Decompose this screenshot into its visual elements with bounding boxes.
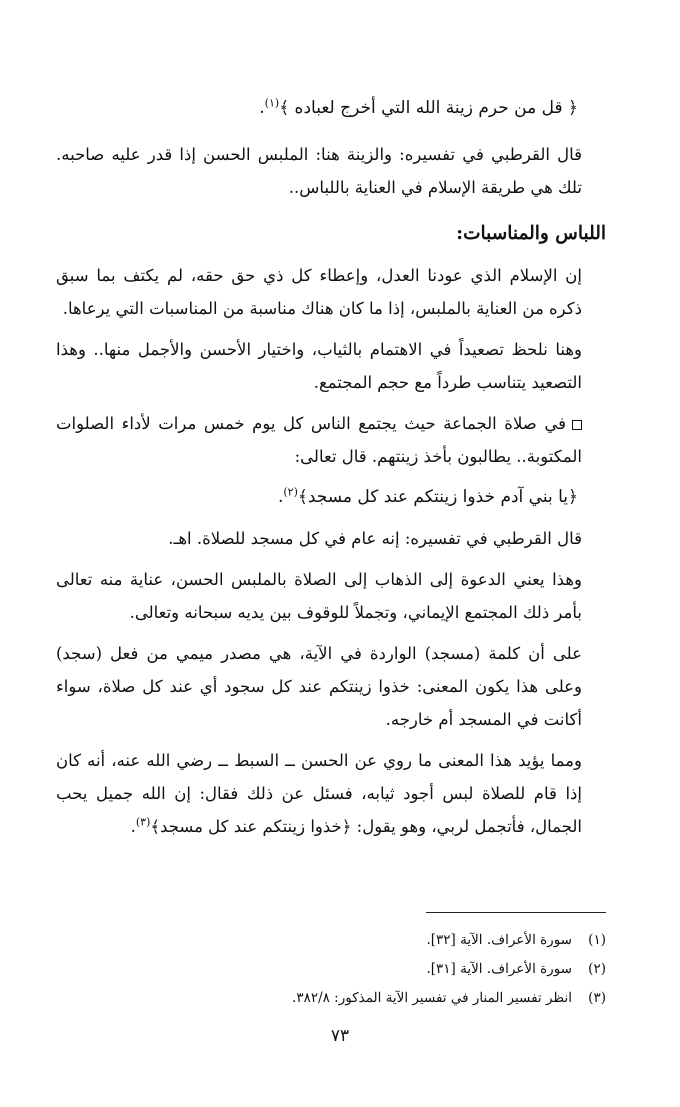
verse-1-end: . — [259, 98, 265, 118]
footnote-text: سورة الأعراف. الآية [٣٢]. — [426, 932, 572, 948]
footnote-item — [56, 926, 606, 955]
bullet-square-icon — [572, 420, 582, 430]
main-text — [56, 92, 606, 843]
paragraph-qurtubi-1: قال القرطبي في تفسيره: والزينة هنا: الملبس الحسن إذا قدر عليه صاحبه. تلك هي طريقة الإسلام في العناية باللباس.. — [56, 145, 582, 197]
footnote-item — [56, 955, 606, 984]
footnote-text: انظر تفسير المنار في تفسير الآية المذكور: ٣٨٢/٨. — [292, 990, 572, 1006]
verse-1-text: ﴿ قل من حرم زينة الله التي أخرج لعباده ﴾ — [279, 98, 578, 118]
paragraph-hasan — [56, 744, 606, 843]
paragraph-hasan-end: . — [130, 817, 136, 836]
verse-2-text: ﴿يا بني آدم خذوا زينتكم عند كل مسجد﴾ — [297, 487, 578, 507]
footnote-ref-3: (٣) — [135, 815, 151, 829]
footnotes — [56, 926, 606, 1013]
footnote-number: (٢) — [588, 961, 606, 977]
paragraph-masjid-word: على أن كلمة (مسجد) الواردة في الآية، هي مصدر ميمي من فعل (سجد) وعلى هذا يكون المعنى: خذوا زينتكم عند كل سجود أي عند كل صلاة، سواء أكانت في المسجد أم خارجه. — [56, 644, 582, 729]
footnote-number: (١) — [588, 932, 606, 948]
paragraph-hasan-text: ومما يؤيد هذا المعنى ما روي عن الحسن ــ السبط ــ رضي الله عنه، أنه كان إذا قام للصلاة لبس أجود ثيابه، فسئل عن ذلك فقال: إن الله جميل يحب الجمال، فأتجمل لربي، وهو يقول: ﴿خذوا زينتكم عند كل مسجد﴾ — [56, 751, 582, 836]
quran-verse-1 — [56, 92, 606, 125]
quran-verse-2 — [56, 481, 606, 514]
footnote-divider — [426, 912, 606, 913]
paragraph-justice: إن الإسلام الذي عودنا العدل، وإعطاء كل ذي حق حقه، لم يكتف بما سبق ذكره من العناية بالملبس، إذا ما كان هناك مناسبة من المناسبات التي يرعاها. — [56, 266, 582, 318]
footnote-item — [56, 984, 606, 1013]
page-number: ٧٣ — [330, 1026, 350, 1046]
section-heading: اللباس والمناسبات: — [456, 223, 606, 244]
footnote-ref-2: (٢) — [283, 485, 298, 499]
paragraph-qurtubi-2: قال القرطبي في تفسيره: إنه عام في كل مسجد للصلاة. اهـ. — [168, 529, 582, 548]
footnote-text: سورة الأعراف. الآية [٣١]. — [426, 961, 572, 977]
paragraph-congregation-text: في صلاة الجماعة حيث يجتمع الناس كل يوم خمس مرات لأداء الصلوات المكتوبة.. يطالبون بأخذ زينتهم. قال تعالى: — [56, 414, 582, 466]
footnote-ref-1: (١) — [264, 96, 280, 110]
paragraph-congregation — [56, 407, 606, 473]
verse-2-end: . — [277, 487, 284, 507]
paragraph-meaning: وهذا يعني الدعوة إلى الذهاب إلى الصلاة بالملبس الحسن، عناية منه تعالى بأمر ذلك المجتمع الإيماني، وتجملاً للوقوف بين يديه سبحانه وتعالى. — [56, 570, 582, 622]
footnote-number: (٣) — [588, 990, 606, 1006]
paragraph-escalation: وهنا نلحظ تصعيداً في الاهتمام بالثياب، واختيار الأحسن والأجمل منها.. وهذا التصعيد يتناسب طرداً مع حجم المجتمع. — [56, 340, 582, 392]
